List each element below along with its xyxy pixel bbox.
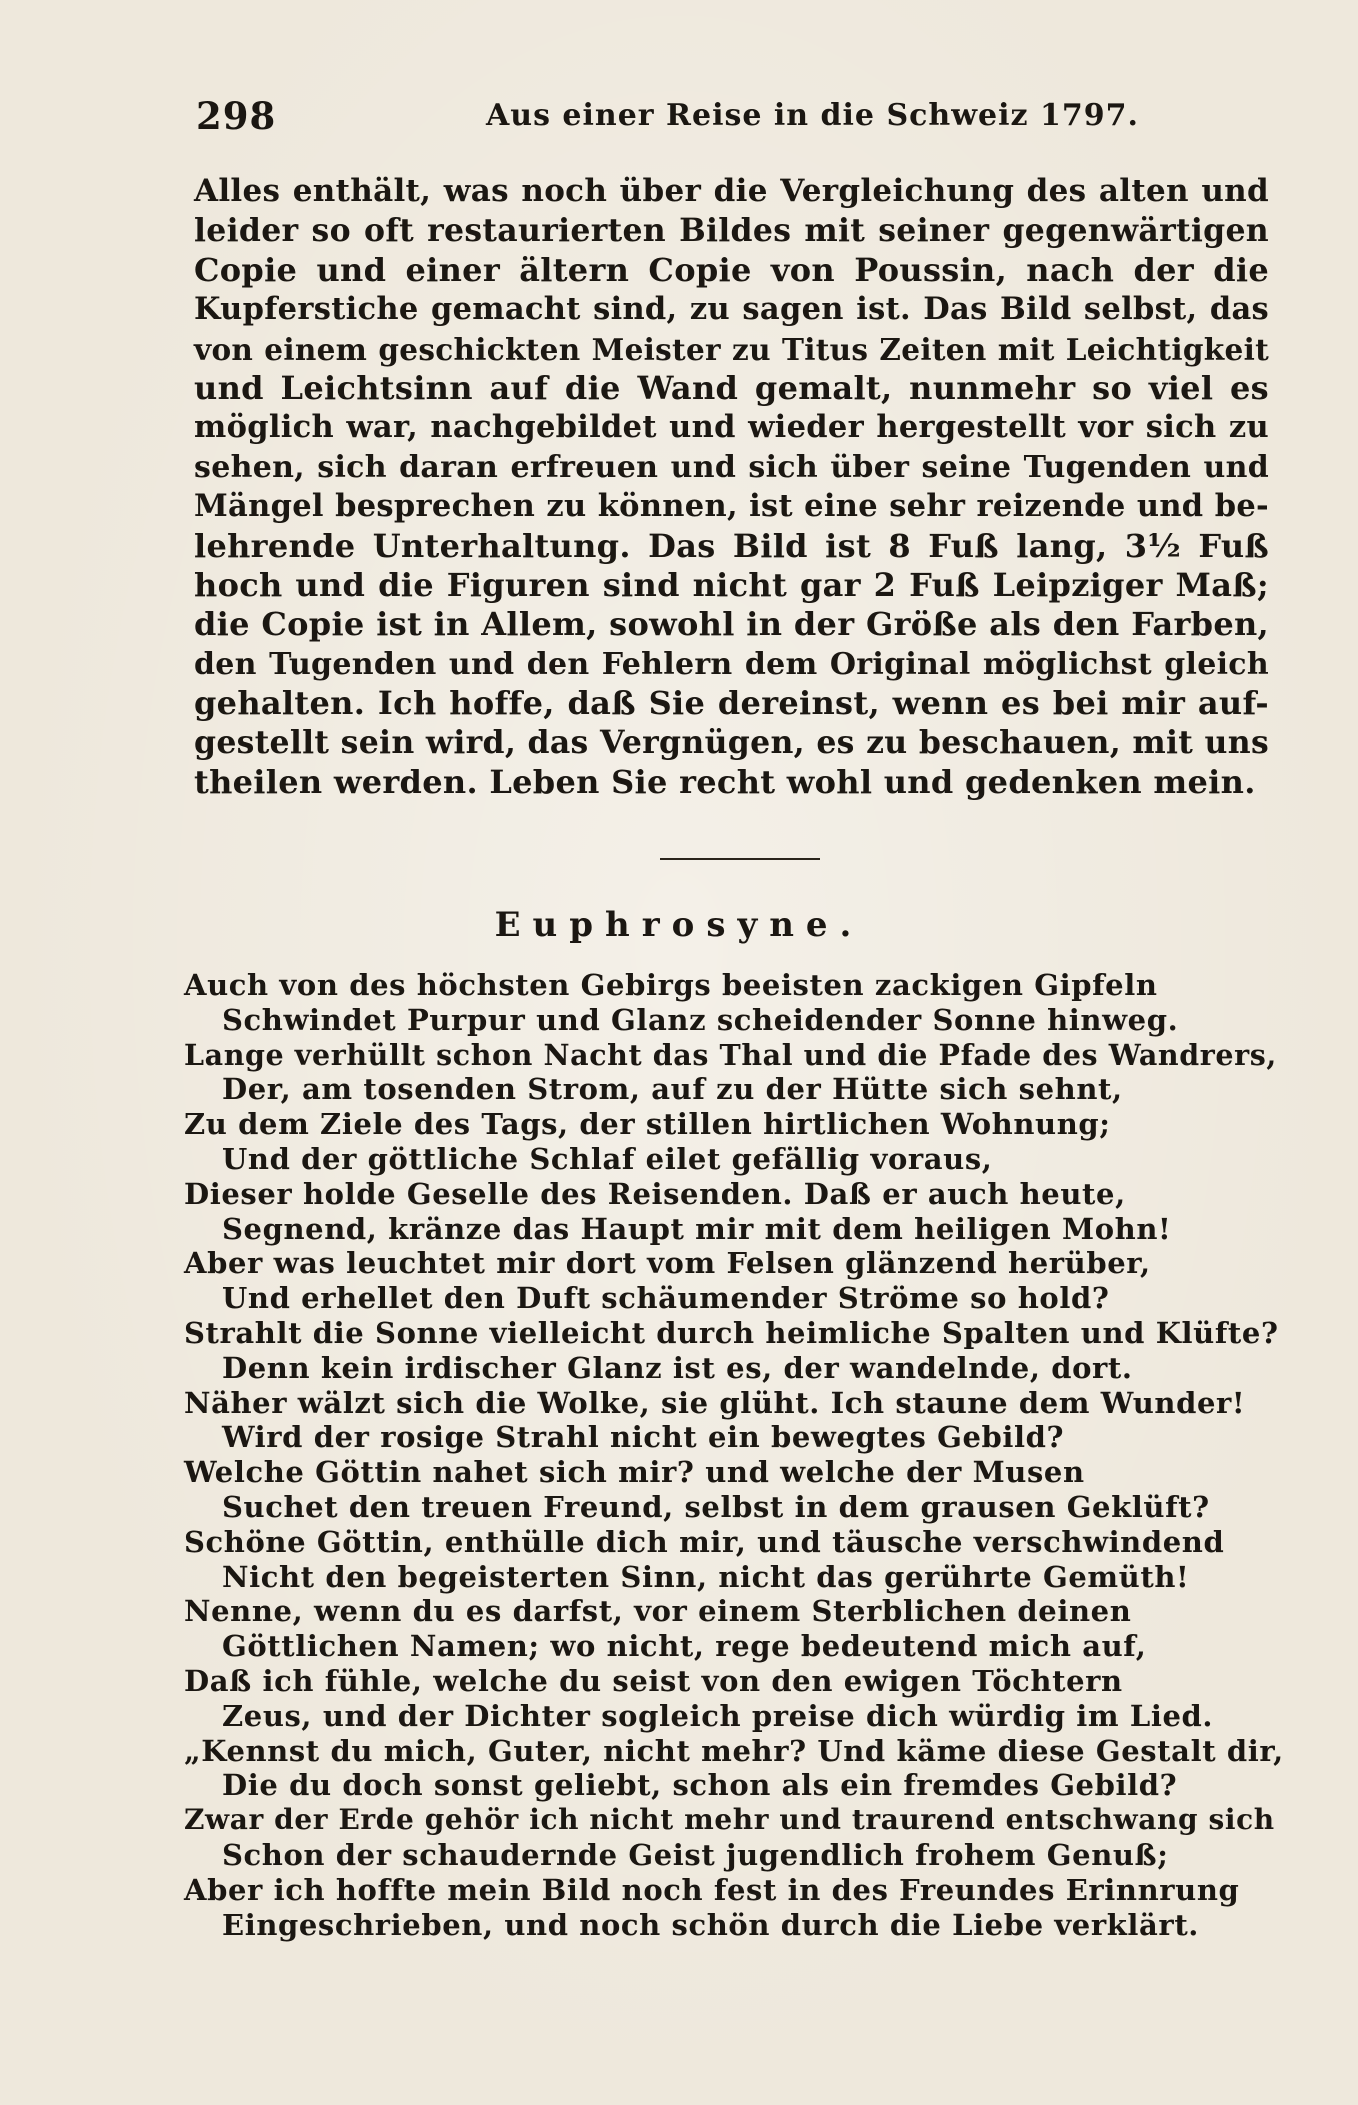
poem-line: Der, am tosenden Strom, auf zu der Hütte sich sehnt, xyxy=(222,1072,1123,1107)
poem-body xyxy=(184,968,1284,1942)
poem-line: „Kennst du mich, Guter, nicht mehr? Und käme diese Gestalt dir, xyxy=(184,1733,1284,1768)
prose-line: und Leichtsinn auf die Wand gemalt, nunmehr so viel es xyxy=(194,368,1269,407)
prose-line: hoch und die Figuren sind nicht gar 2 Fuß Leipziger Maß; xyxy=(194,565,1269,604)
poem-line: Die du doch sonst geliebt, schon als ein fremdes Gebild? xyxy=(222,1768,1178,1803)
poem-line: Schon der schaudernde Geist jugendlich frohem Genuß; xyxy=(222,1837,1169,1872)
poem-line: Welche Göttin nahet sich mir? und welche der Musen xyxy=(184,1455,1085,1490)
poem-line: Dieser holde Geselle des Reisenden. Daß er auch heute, xyxy=(184,1176,1126,1211)
prose-line: den Tugenden und den Fehlern dem Original möglichst gleich xyxy=(194,646,1269,682)
poem-line: Nicht den begeisterten Sinn, nicht das gerührte Gemüth! xyxy=(222,1559,1190,1594)
prose-line: Mängel besprechen zu können, ist eine sehr reizende und be- xyxy=(194,488,1269,525)
poem-line: Suchet den treuen Freund, selbst in dem grausen Geklüft? xyxy=(222,1489,1210,1524)
poem-line: Näher wälzt sich die Wolke, sie glüht. Ich staune dem Wunder! xyxy=(184,1385,1246,1420)
poem-line: Strahlt die Sonne vielleicht durch heimliche Spalten und Klüfte? xyxy=(184,1315,1279,1350)
prose-line: Kupferstiche gemacht sind, zu sagen ist. Das Bild selbst, das xyxy=(194,291,1269,328)
poem-line: Zwar der Erde gehör ich nicht mehr und traurend entschwang sich xyxy=(184,1803,1275,1837)
poem-line: Nenne, wenn du es darfst, vor einem Sterblichen deinen xyxy=(184,1594,1132,1629)
poem-line: Und erhellet den Duft schäumender Ströme so hold? xyxy=(222,1281,1110,1316)
poem-title: Euphrosyne. xyxy=(494,905,864,945)
prose-line: lehrende Unterhaltung. Das Bild ist 8 Fuß lang, 3½ Fuß xyxy=(194,526,1269,565)
poem-line: Göttlichen Namen; wo nicht, rege bedeutend mich auf, xyxy=(222,1629,1147,1664)
poem-line: Denn kein irdischer Glanz ist es, der wandelnde, dort. xyxy=(222,1350,1133,1385)
prose-paragraph xyxy=(194,172,1269,802)
poem-line: Aber ich hoffte mein Bild noch fest in des Freundes Erinnrung xyxy=(184,1872,1240,1907)
poem-line: Zeus, und der Dichter sogleich preise dich würdig im Lied. xyxy=(222,1698,1214,1733)
poem-line: Zu dem Ziele des Tags, der stillen hirtlichen Wohnung; xyxy=(184,1107,1111,1142)
page-number: 298 xyxy=(196,94,277,138)
poem-line: Wird der rosige Strahl nicht ein bewegtes Gebild? xyxy=(222,1420,1065,1455)
poem-line: Und der göttliche Schlaf eilet gefällig voraus, xyxy=(222,1141,993,1176)
prose-line: gestellt sein wird, das Vergnügen, es zu beschauen, mit uns xyxy=(194,724,1269,762)
poem-line: Daß ich fühle, welche du seist von den ewigen Töchtern xyxy=(184,1663,1123,1698)
prose-line: von einem geschickten Meister zu Titus Zeiten mit Leichtigkeit xyxy=(194,331,1269,367)
poem-line: Schöne Göttin, enthülle dich mir, und täusche verschwindend xyxy=(184,1524,1225,1559)
poem-line: Eingeschrieben, und noch schön durch die Liebe verklärt. xyxy=(222,1907,1200,1942)
prose-line: theilen werden. Leben Sie recht wohl und gedenken mein. xyxy=(194,762,1256,801)
prose-line: möglich war, nachgebildet und wieder hergestellt vor sich zu xyxy=(194,409,1269,446)
running-title: Aus einer Reise in die Schweiz 1797. xyxy=(486,98,1139,133)
poem-line: Auch von des höchsten Gebirgs beeisten zackigen Gipfeln xyxy=(184,968,1158,1002)
page-header xyxy=(196,94,1196,144)
poem-line: Aber was leuchtet mir dort vom Felsen glänzend herüber, xyxy=(184,1246,1151,1281)
poem-line: Schwindet Purpur und Glanz scheidender Sonne hinweg. xyxy=(222,1002,1179,1037)
section-divider xyxy=(660,858,820,860)
prose-line: sehen, sich daran erfreuen und sich über seine Tugenden und xyxy=(194,449,1269,485)
prose-line: Copie und einer ältern Copie von Poussin, nach der die xyxy=(194,250,1269,289)
prose-line: die Copie ist in Allem, sowohl in der Größe als den Farben, xyxy=(194,605,1269,644)
prose-line: leider so oft restaurierten Bildes mit seiner gegenwärtigen xyxy=(194,212,1269,250)
prose-line: gehalten. Ich hoffe, daß Sie dereinst, wenn es bei mir auf- xyxy=(194,684,1269,723)
poem-line: Lange verhüllt schon Nacht das Thal und die Pfade des Wandrers, xyxy=(184,1037,1277,1072)
poem-line: Segnend, kränze das Haupt mir mit dem heiligen Mohn! xyxy=(222,1211,1172,1246)
prose-line: Alles enthält, was noch über die Vergleichung des alten und xyxy=(194,173,1269,209)
